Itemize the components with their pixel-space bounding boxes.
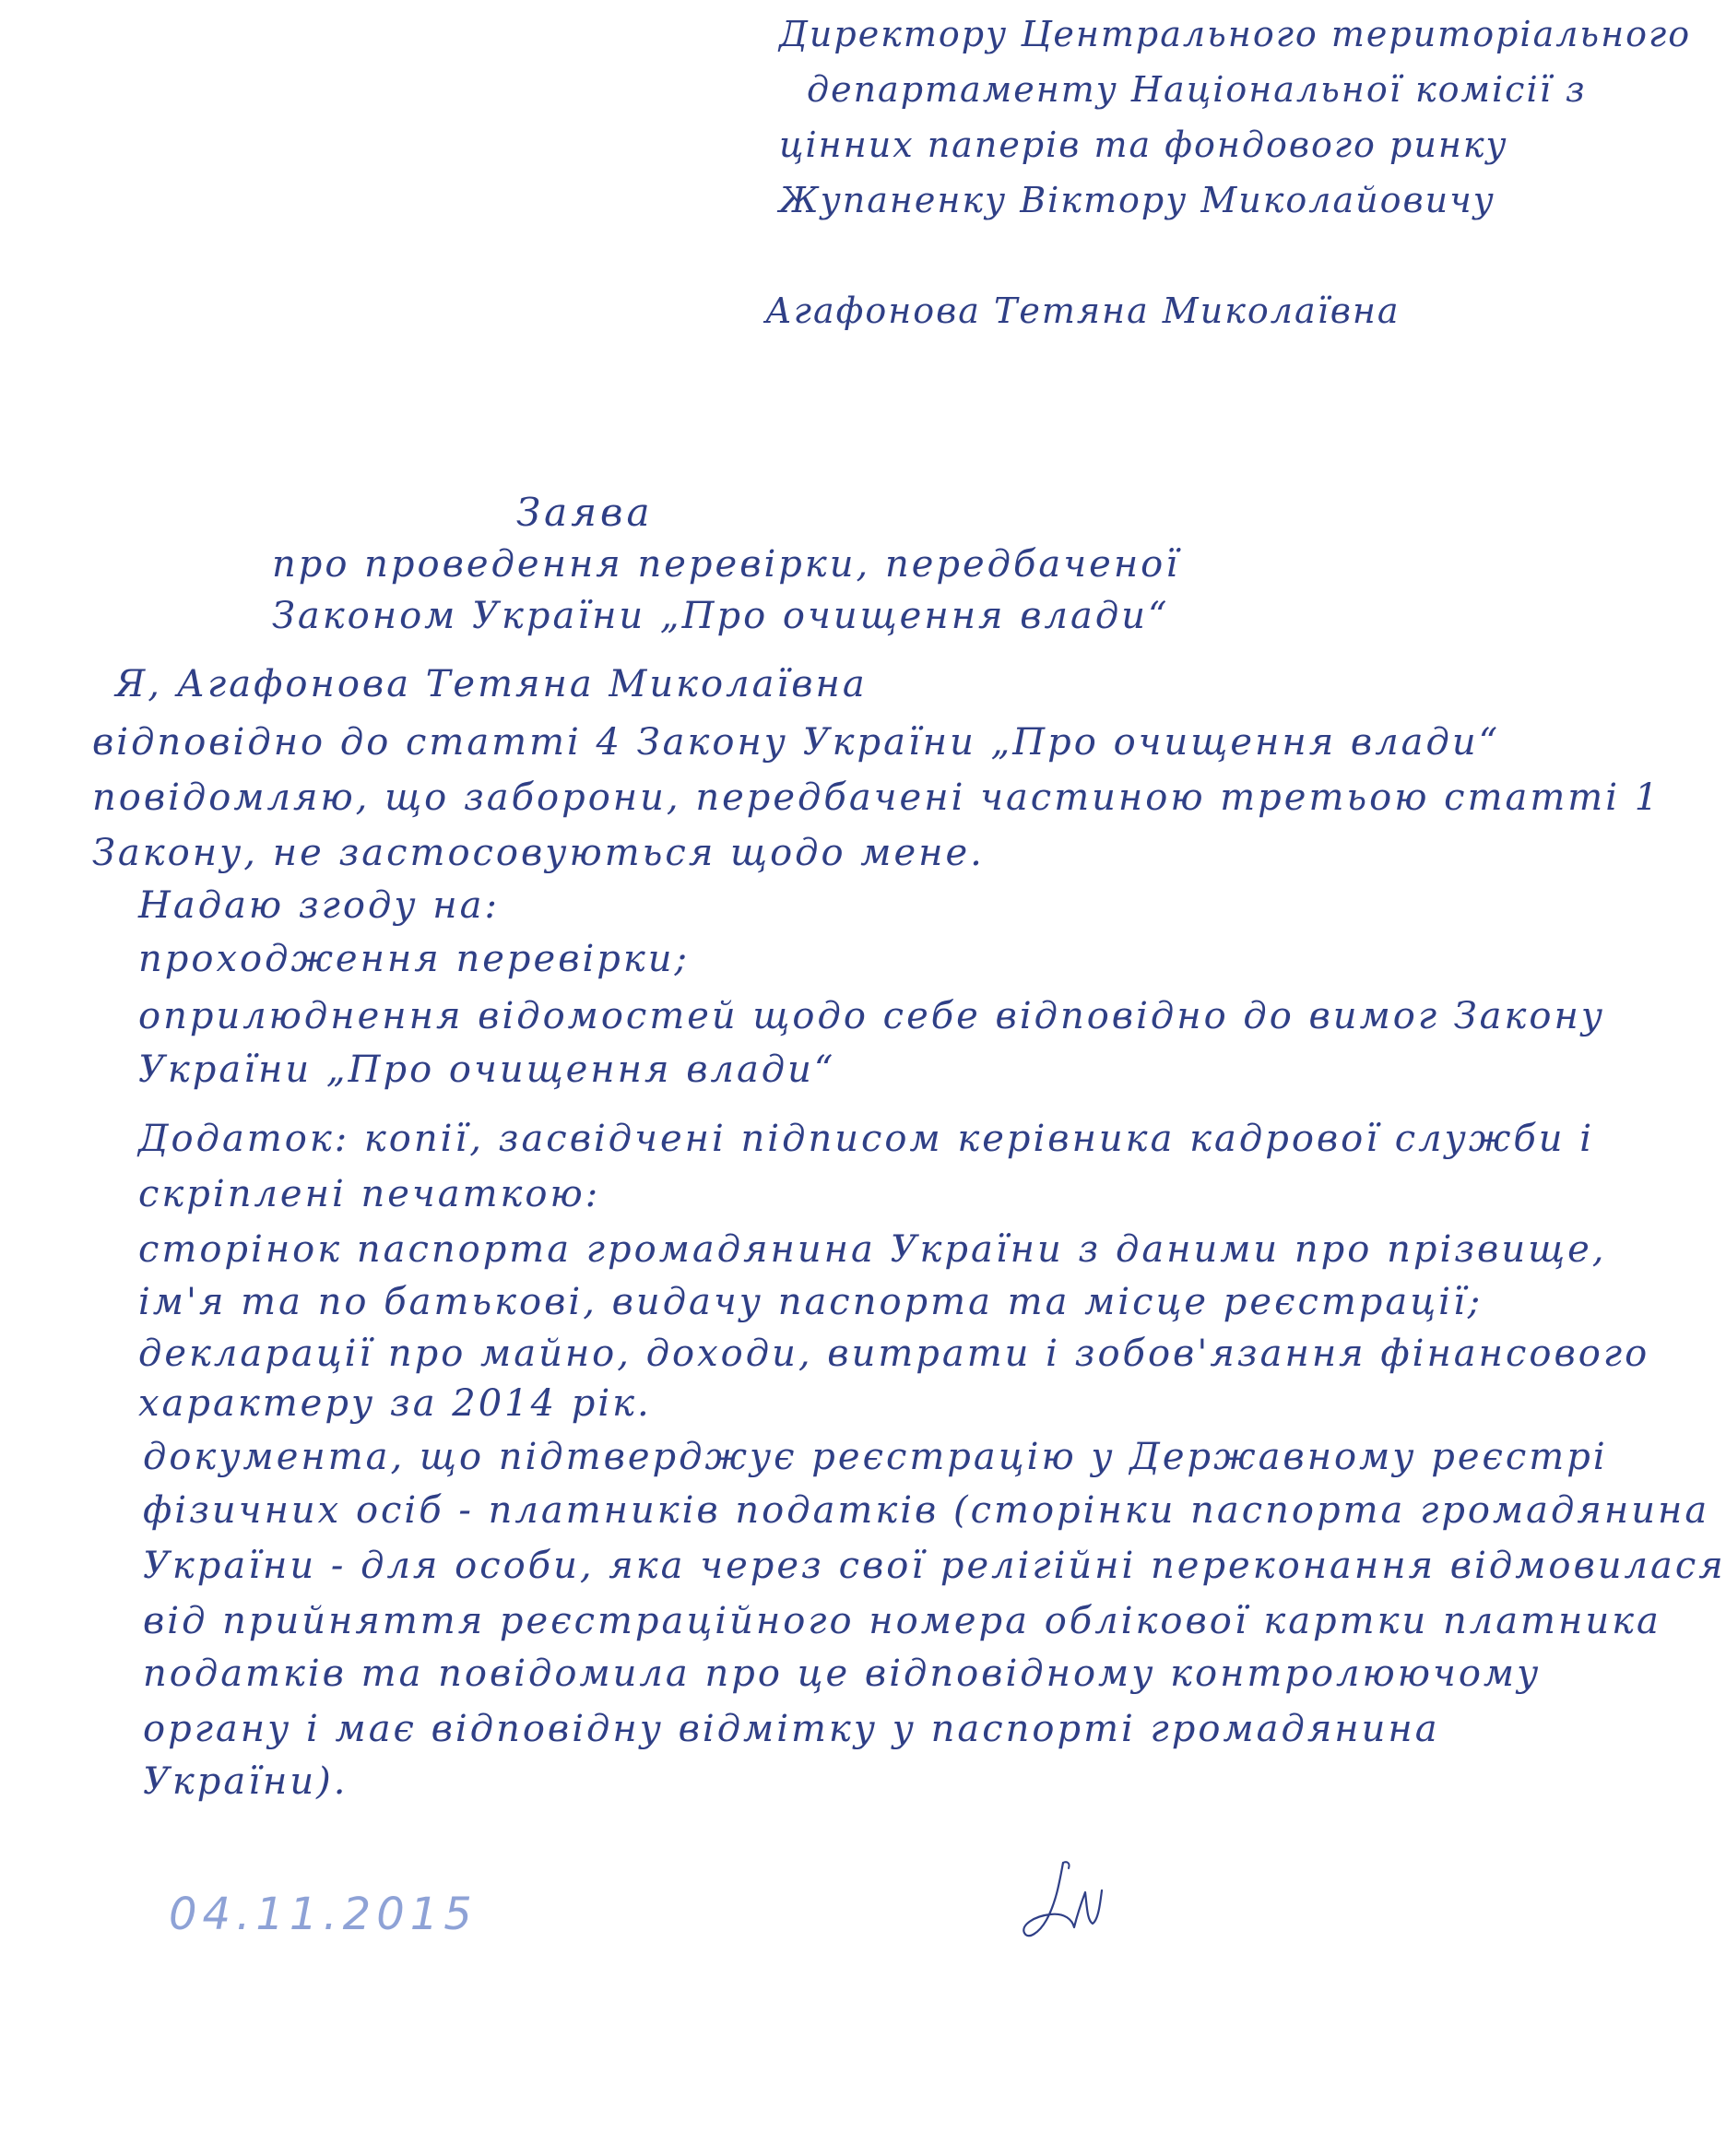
body-line: декларації про майно, доходи, витрати і зобов'язання фінансового [138,1333,1650,1375]
body-line: Я, Агафонова Тетяна Миколаївна [115,663,868,705]
document-subtitle-line-2: Законом України „Про очищення влади“ [272,595,1170,637]
body-line: сторінок паспорта громадянина України з даними про прізвище, [138,1228,1607,1271]
document-date: 04.11.2015 [169,1889,478,1940]
body-line: України). [143,1760,349,1803]
body-line: оприлюднення відомостей щодо себе відповідно до вимог Закону [138,995,1606,1037]
sender-name: Агафонова Тетяна Миколаївна [765,290,1401,331]
body-line: ім'я та по батькові, видачу паспорта та місце реєстрації; [138,1281,1484,1323]
signature [1019,1855,1129,1957]
document-title: Заява [516,490,654,535]
body-line: характеру за 2014 рік. [138,1382,652,1425]
body-line: відповідно до статті 4 Закону України „Про очищення влади“ [92,721,1501,764]
body-line: фізичних осіб - платників податків (сторінки паспорта громадянина [143,1489,1710,1532]
body-line: Додаток: копії, засвідчені підписом керівника кадрової служби і [138,1118,1594,1160]
body-line: України - для особи, яка через свої релігійні переконання відмовилася [143,1545,1726,1587]
document-subtitle-line-1: про проведення перевірки, передбаченої [272,543,1181,586]
body-line: податків та повідомила про це відповідному контролюючому [143,1653,1542,1695]
addressee-line-2: департаменту Національної комісії з [807,69,1587,110]
addressee-line-3: цінних паперів та фондового ринку [779,124,1508,165]
body-line: проходження перевірки; [138,938,690,980]
addressee-line-1: Директору Центрального територіального [779,14,1692,54]
body-line: повідомляю, що заборони, передбачені частиною третьою статті 1 [92,776,1661,819]
body-line: органу і має відповідну відмітку у паспорті громадянина [143,1708,1440,1750]
body-line: України „Про очищення влади“ [138,1048,836,1091]
body-line: документа, що підтверджує реєстрацію у Державному реєстрі [143,1436,1608,1478]
body-line: скріплені печаткою: [138,1173,601,1215]
body-line: від прийняття реєстраційного номера облікової картки платника [143,1600,1661,1642]
body-line: Надаю згоду на: [138,884,500,927]
addressee-line-4: Жупаненку Віктору Миколайовичу [779,180,1495,220]
body-line: Закону, не застосовуються щодо мене. [92,832,985,874]
